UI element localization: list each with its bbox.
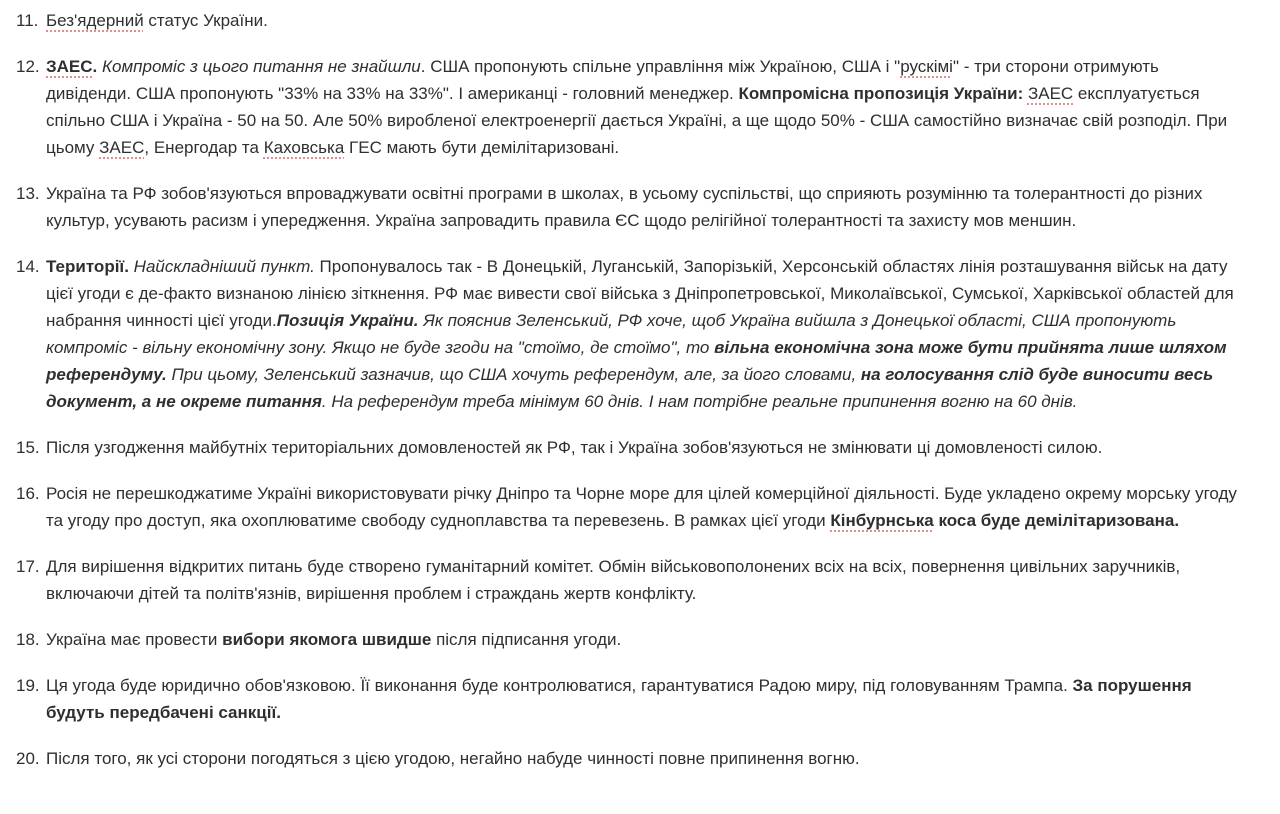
item-text: Україна та РФ зобов'язуються впроваджувати освітні програми в школах, в усьому суспільстві, що сприяють розумінню та толерантності до різних культур, усувають расизм і упередження. Україна запровадить правила ЄС щодо релігійної толерантності та захисту мов меншин. [46,184,1203,230]
item-number: 12. [16,57,40,76]
item-text: Без'ядерний статус України. [46,11,268,30]
list-item [0,180,1238,234]
item-text: Території. Найскладніший пункт. Пропонувалось так - В Донецькій, Луганській, Запорізькій, Херсонській областях лінія розташування військ на дату цієї угоди є де-факто визнаною лінією зіткнення. РФ має вивести свої війська з Дніпропетровської, Миколаївської, Сумської, Харківської областей для набрання чинності цієї угоди.Позиція України. Як пояснив Зеленський, РФ хоче, щоб Україна вийшла з Донецької області, США пропонують компроміс - вільну економічну зону. Якщо не буде згоди на "стоїмо, де стоїмо", то вільна економічна зона може бути прийнята лише шляхом референдуму. При цьому, Зеленський зазначив, що США хочуть референдум, але, за його словами, на голосування слід буде виносити весь документ, а не окреме питання. На референдум треба мінімум 60 днів. І нам потрібне реальне припинення вогню на 60 днів. [46,257,1234,411]
item-number: 19. [16,676,40,695]
list-item [0,745,1238,772]
item-text: Для вирішення відкритих питань буде створено гуманітарний комітет. Обмін військовополонених всіх на всіх, повернення цивільних заручників, включаючи дітей та політв'язнів, вирішення проблем і страждань жертв конфлікту. [46,557,1181,603]
spellcheck-underlined-word: ЗАЕС [46,57,93,76]
spellcheck-underlined-word: Кінбурнська [830,511,934,530]
list-item [0,7,1238,34]
list-item [0,553,1238,607]
list-item [0,434,1238,461]
list-item [0,253,1238,415]
item-number: 16. [16,484,40,503]
spellcheck-underlined-word: рускімі [900,57,953,76]
item-number: 11. [16,11,39,30]
item-number: 18. [16,630,40,649]
spellcheck-underlined-word: ЗАЕС [1027,84,1074,103]
item-text: Ця угода буде юридично обов'язковою. Її виконання буде контролюватися, гарантуватися Радою миру, під головуванням Трампа. За порушення будуть передбачені санкції. [46,676,1192,722]
item-text: Росія не перешкоджатиме Україні використовувати річку Дніпро та Чорне море для цілей комерційної діяльності. Буде укладено окрему морську угоду та угоду про доступ, яка охоплюватиме свободу судноплавства та перевезень. В рамках цієї угоди Кінбурнська коса буде демілітаризована. [46,484,1237,530]
item-text: Україна має провести вибори якомога швидше після підписання угоди. [46,630,622,649]
item-number: 15. [16,438,40,457]
item-text: ЗАЕС. Компроміс з цього питання не знайшли. США пропонують спільне управління між Україною, США і "рускімі" - три сторони отримують дивіденди. США пропонують "33% на 33% на 33%". І американці - головний менеджер. Компромісна пропозиція України: ЗАЕС експлуатується спільно США і Україна - 50 на 50. Але 50% виробленої електроенергії дається Україні, а ще щодо 50% - США самостійно визначає свій розподіл. При цьому ЗАЕС, Енергодар та Каховська ГЕС мають бути демілітаризовані. [46,57,1228,157]
item-text: Після того, як усі сторони погодяться з цією угодою, негайно набуде чинності повне припинення вогню. [46,749,860,768]
item-number: 17. [16,557,40,576]
list-item [0,626,1238,653]
item-number: 20. [16,749,40,768]
list-item [0,53,1238,161]
spellcheck-underlined-word: ЗАЕС [99,138,145,157]
list-item [0,480,1238,534]
spellcheck-underlined-word: Каховська [263,138,345,157]
item-number: 14. [16,257,40,276]
list-item [0,672,1238,726]
item-text: Після узгодження майбутніх територіальних домовленостей як РФ, так і Україна зобов'язуються не змінювати ці домовленості силою. [46,438,1103,457]
numbered-list [0,7,1238,772]
item-number: 13. [16,184,40,203]
spellcheck-underlined-word: Без'ядерний [46,11,144,30]
